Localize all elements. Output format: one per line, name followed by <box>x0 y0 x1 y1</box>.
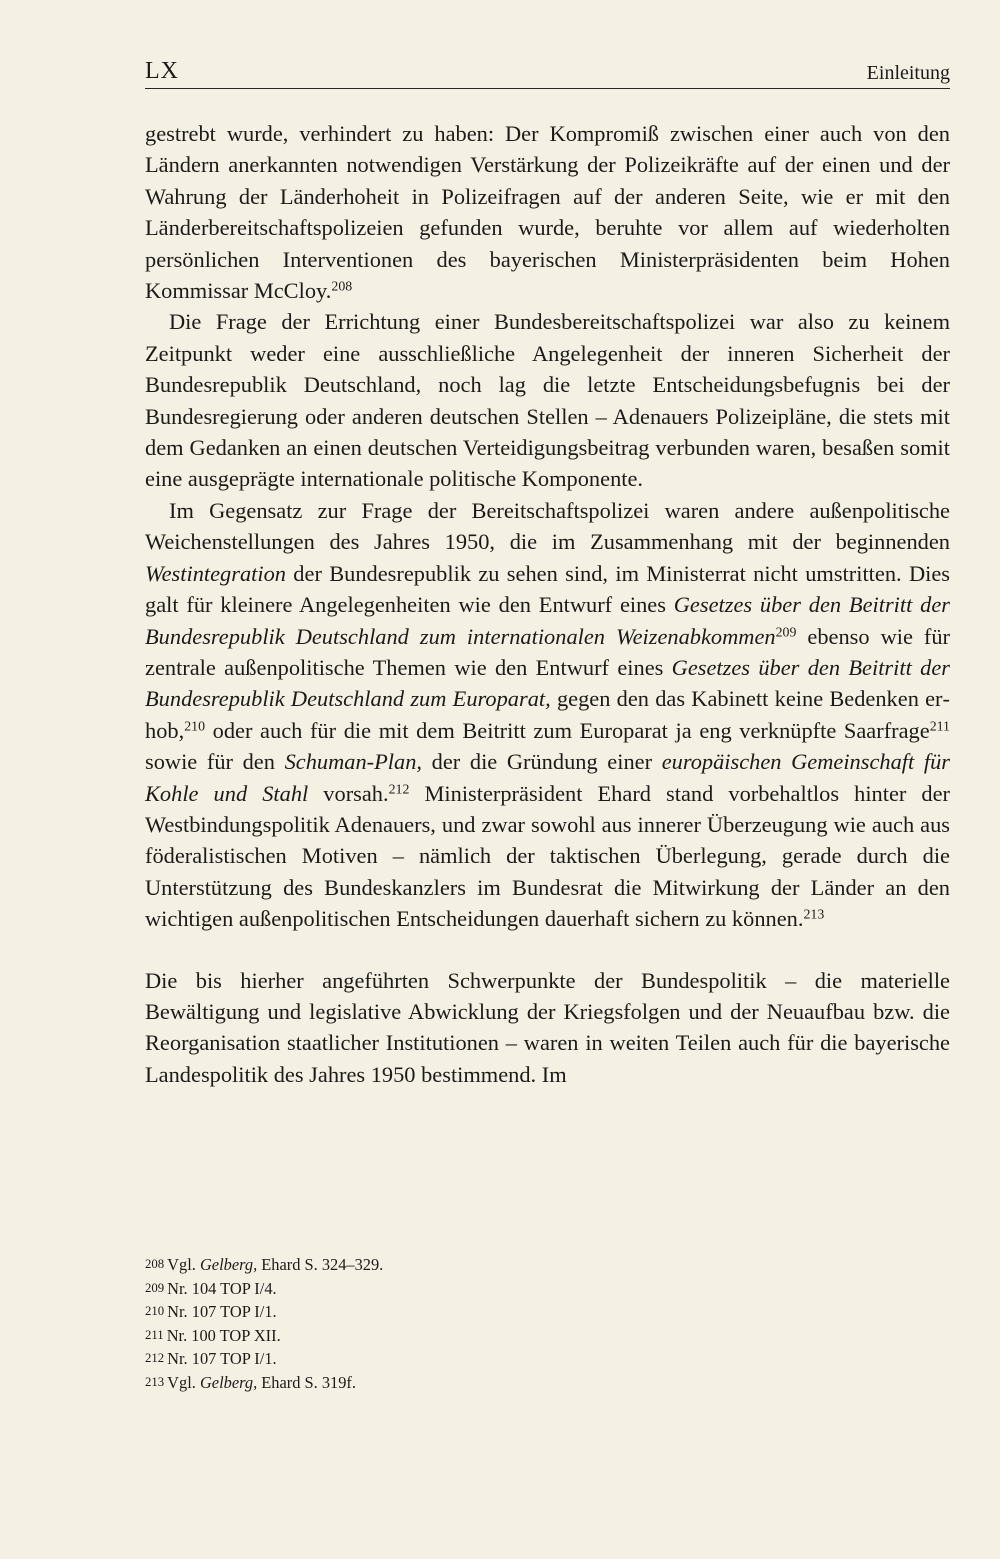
text-run: Nr. 100 TOP XII. <box>166 1325 281 1345</box>
italic-text: Gesetzes über den Beitritt der Bundesrepublik Deutschland zum Europarat, <box>145 654 950 712</box>
page-header <box>145 58 950 89</box>
text-run: Vgl. <box>167 1372 200 1392</box>
text-run: gegen den das Kabinett keine Bedenken erhob, <box>145 686 950 743</box>
paragraph <box>145 306 950 494</box>
italic-text: Westintegration <box>145 560 286 586</box>
paragraph <box>145 118 950 306</box>
italic-text: Gelberg, <box>199 1372 258 1392</box>
text-run: gestrebt wurde, verhindert zu haben: Der Kompromiß zwischen einer auch von den Ländern anerkannten notwendigen Verstärkung der Polizeikräfte auf der einen und der Wahrung der Länderhoheit in Polizeifragen auf der anderen Seite, wie er mit den Länderbereitschaftspolizeien gefunden wurde, beruhte vor allem auf wiederholten persönlichen Interventionen des bayerischen Ministerpräsidenten beim Hohen Kommissar McCloy. <box>145 121 950 304</box>
italic-text: Gelberg, <box>199 1254 258 1274</box>
text-run: sowie für den <box>145 749 285 775</box>
footnote-number: 209 <box>145 1280 165 1295</box>
italic-text: Gesetzes über den Beitritt der Bundesrepublik Deutschland zum internationalen Weizenabkommen <box>145 592 951 649</box>
footnote-reference: 209 <box>775 624 797 640</box>
text-run: Ehard S. 324–329. <box>257 1254 384 1274</box>
text-run: Ministerpräsident Ehard stand vorbehaltlos hinter der Westbindungspolitik Adenauers, und zwar sowohl aus innerer Überzeugung wie auch aus föderalistischen Motiven – nämlich der taktischen Überlegung, gerade durch die Unterstützung des Bundeskanzlers im Bundesrat die Mitwirkung der Länder an den wichtigen außenpolitischen Entscheidungen dauerhaft sichern zu können. <box>145 780 951 932</box>
text-run: Nr. 104 TOP I/4. <box>167 1278 277 1298</box>
italic-text: Schuman-Plan, <box>284 749 423 775</box>
footnote <box>145 1347 950 1371</box>
footnote-number: 211 <box>145 1327 164 1342</box>
page-number: LX <box>145 58 179 84</box>
footnote-reference: 212 <box>388 781 410 797</box>
text-run: Nr. 107 TOP I/1. <box>167 1301 277 1321</box>
footnotes <box>145 1253 950 1394</box>
text-run: der Bundesrepublik zu sehen sind, im Ministerrat nicht umstritten. Dies galt für kleinere Angelegenheiten wie den Entwurf eines <box>145 560 950 618</box>
paragraph <box>145 965 950 1091</box>
footnote <box>145 1324 950 1348</box>
footnote-reference: 211 <box>929 719 950 735</box>
body-text <box>145 118 950 1090</box>
footnote-reference: 213 <box>803 907 825 923</box>
footnote-number: 212 <box>145 1351 165 1365</box>
footnote <box>145 1300 950 1324</box>
footnote <box>145 1371 950 1395</box>
footnote-reference: 210 <box>184 719 205 735</box>
text-run: vorsah. <box>308 780 389 806</box>
italic-text: europäischen Gemeinschaft für Kohle und Stahl <box>145 749 951 806</box>
text-run: Vgl. <box>167 1254 200 1274</box>
footnote <box>145 1277 950 1301</box>
footnote-reference: 208 <box>331 279 353 295</box>
paragraph <box>145 495 950 935</box>
text-run: Im Gegensatz zur Frage der Bereitschaftspolizei waren andere außenpolitische Weichenstellungen des Jahres 1950, die im Zusammenhang mit der beginnenden <box>145 497 950 555</box>
running-title: Einleitung <box>866 62 950 84</box>
text-run: Die bis hierher angeführten Schwerpunkte der Bundespolitik – die materielle Bewältigung und legislative Abwicklung der Kriegsfolgen und der Neuaufbau bzw. die Reorganisation staatlicher Institutionen – waren in weiten Teilen auch für die bayerische Landespolitik des Jahres 1950 bestimmend. Im <box>145 967 950 1087</box>
footnote-number: 213 <box>145 1374 165 1389</box>
footnote-number: 208 <box>145 1257 165 1271</box>
footnote <box>145 1253 950 1277</box>
footnote-number: 210 <box>145 1304 165 1318</box>
text-run: Ehard S. 319f. <box>257 1372 356 1392</box>
text-run: ebenso wie für zentrale außenpolitische Themen wie den Entwurf eines <box>145 623 950 680</box>
text-run: der die Gründung einer <box>422 749 662 775</box>
text-run: oder auch für die mit dem Beitritt zum Europarat ja eng verknüpfte Saarfrage <box>205 717 930 743</box>
text-run: Die Frage der Errichtung einer Bundesbereitschaftspolizei war also zu keinem Zeitpunkt weder eine ausschließliche Angelegenheit der inneren Sicherheit der Bundesrepublik Deutschland, noch lag die letzte Entscheidungsbefugnis bei der Bundesregierung oder anderen deutschen Stellen – Adenauers Polizeipläne, die stets mit dem Gedanken an einen deutschen Verteidigungsbeitrag verbunden waren, besaßen somit eine ausgeprägte internationale politische Komponente. <box>145 309 950 492</box>
text-run: Nr. 107 TOP I/1. <box>167 1348 277 1368</box>
